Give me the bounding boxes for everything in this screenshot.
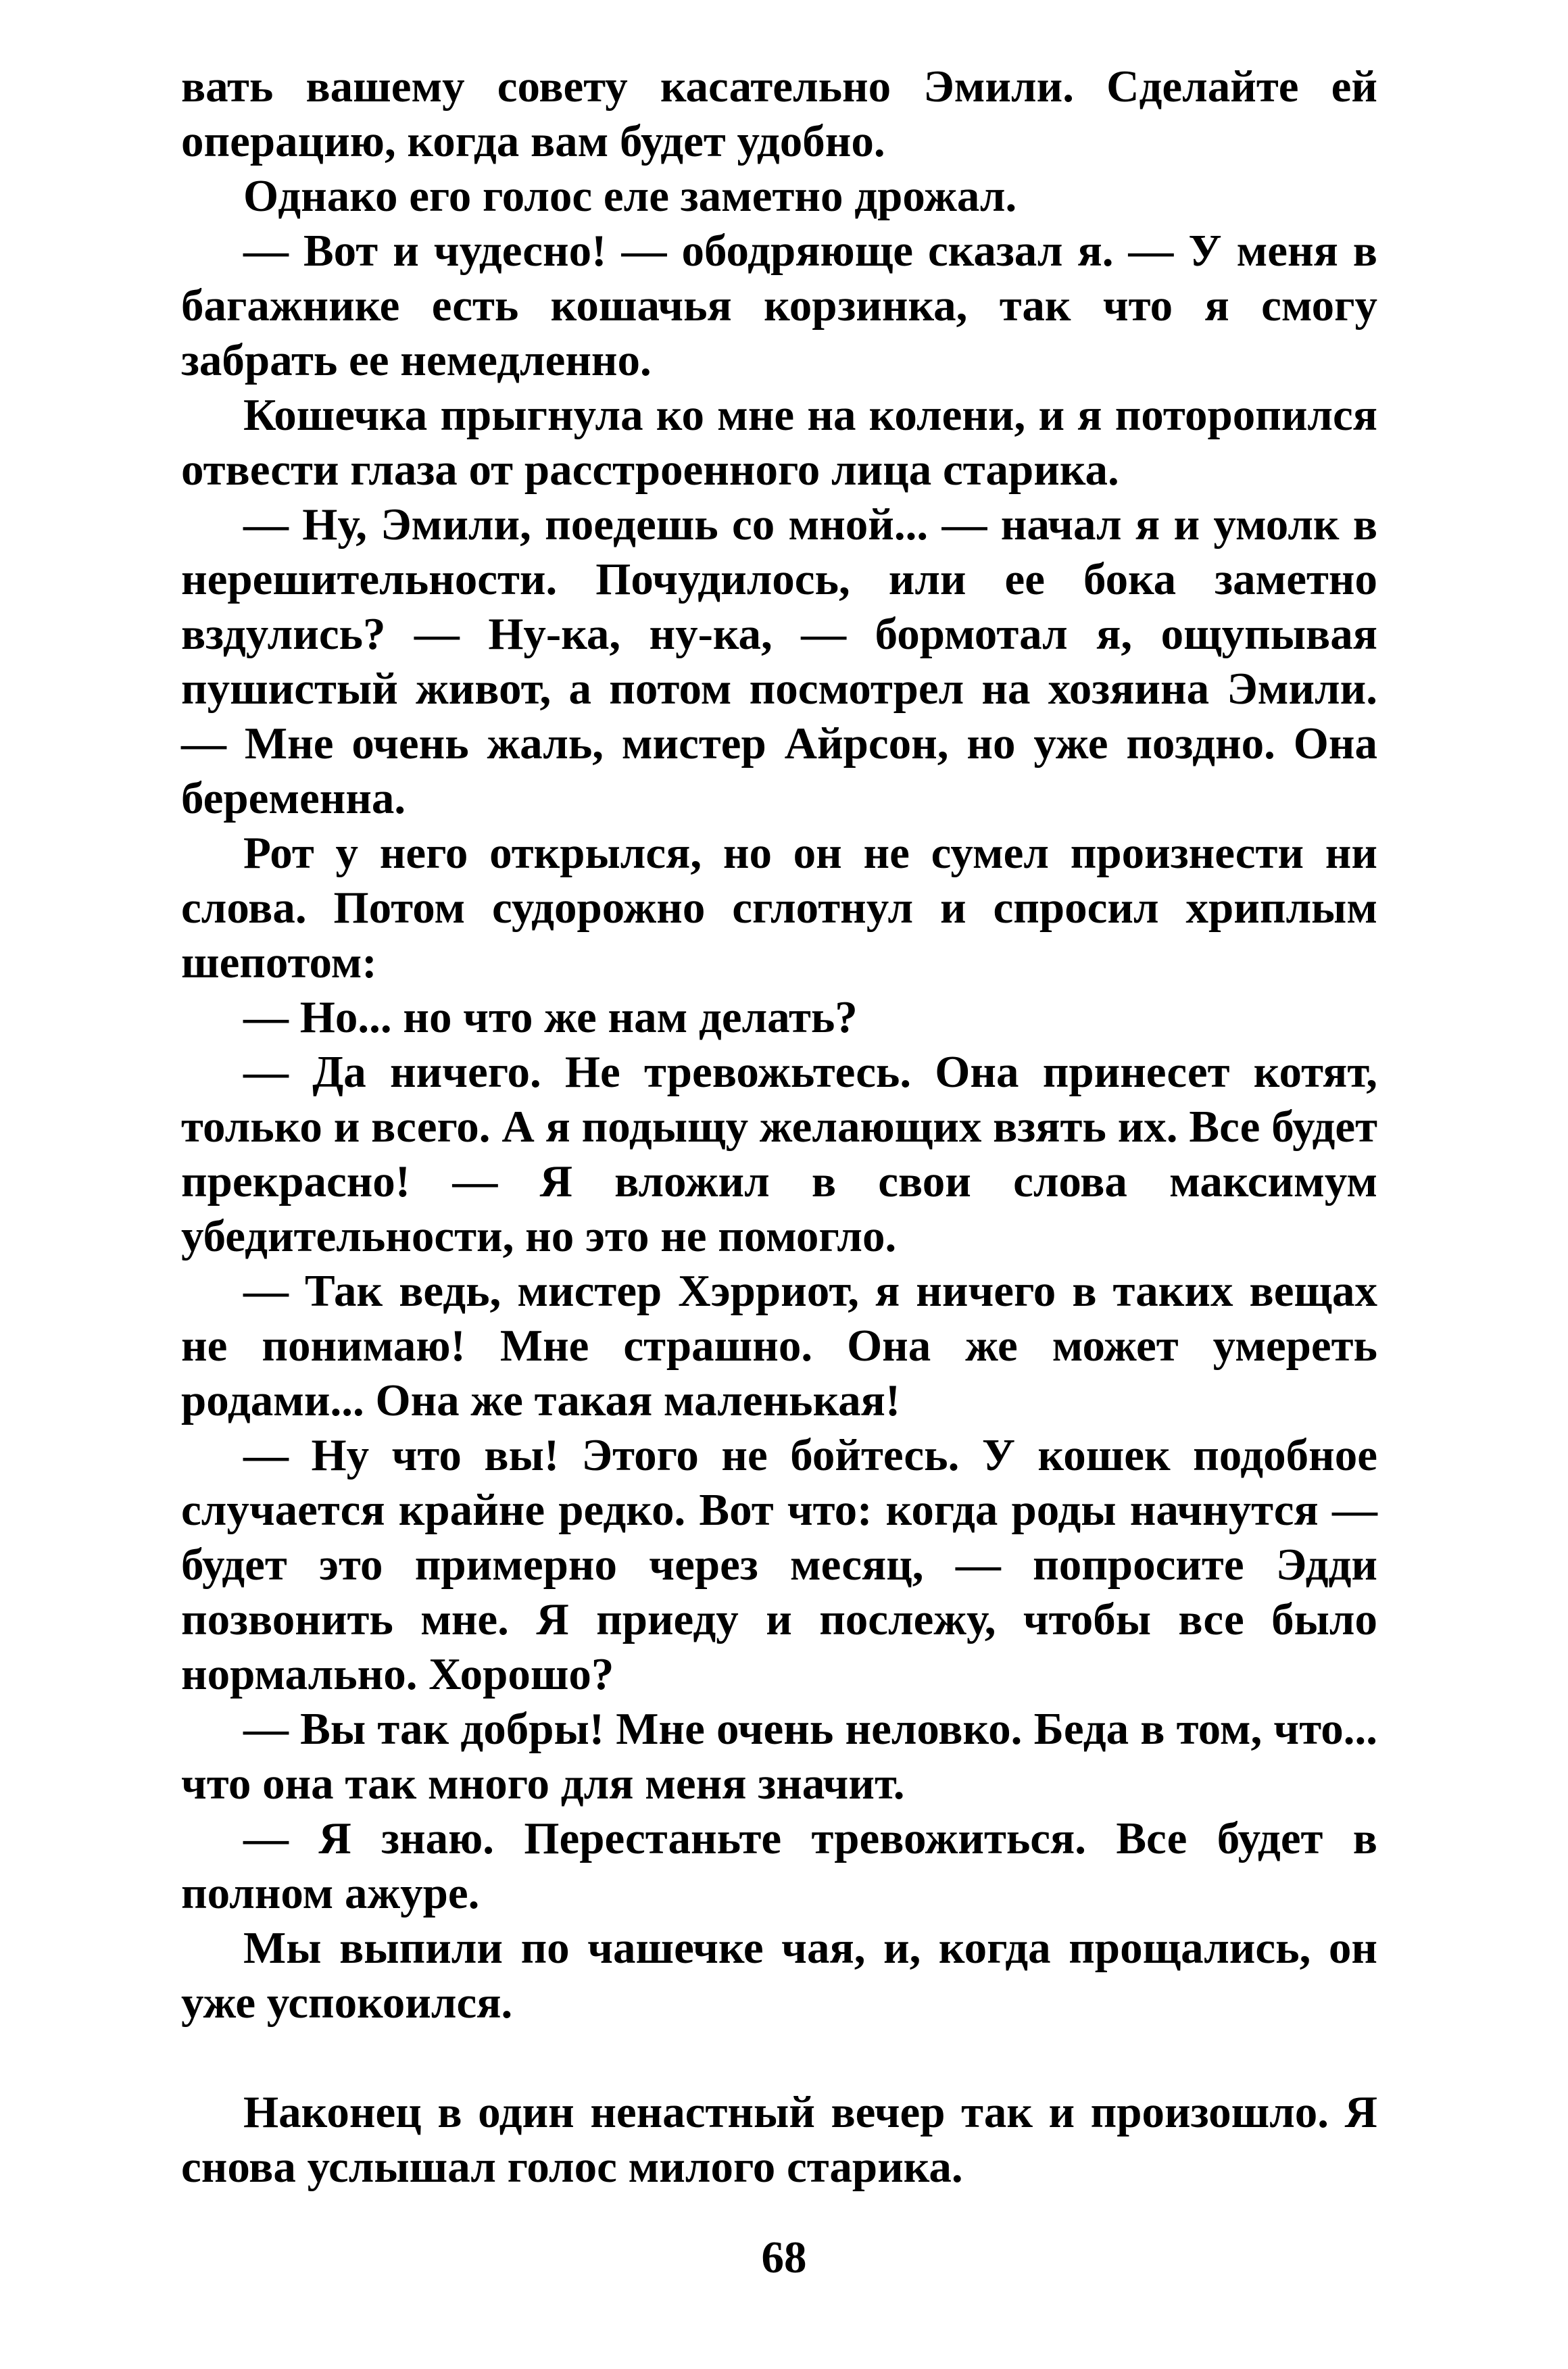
- page-number: 68: [761, 2232, 807, 2282]
- paragraph: — Ну, Эмили, поедешь со мной... — начал я и умолк в нерешительности. Почудилось, или ее бока заметно вздулись? — Ну-ка, ну-ка, — бормотал я, ощупывая пушистый живот, а потом посмотрел на хозяина Эмили. — Мне очень жаль, мистер Айрсон, но уже поздно. Она беременна.: [181, 499, 1377, 823]
- paragraph: Однако его голос еле заметно дрожал.: [243, 171, 1017, 221]
- paragraph: — Я знаю. Перестаньте тревожиться. Все будет в полном ажуре.: [181, 1813, 1377, 1918]
- scene-break: [181, 2030, 1377, 2085]
- paragraph: Рот у него открылся, но он не сумел произнести ни слова. Потом судорожно сглотнул и спросил хриплым шепотом:: [181, 828, 1377, 987]
- paragraph: Мы выпили по чашечке чая, и, когда прощались, он уже успокоился.: [181, 1923, 1377, 2028]
- paragraph: Наконец в один ненастный вечер так и произошло. Я снова услышал голос милого старика.: [181, 2087, 1377, 2192]
- paragraph: вать вашему совету касательно Эмили. Сделайте ей операцию, когда вам будет удобно.: [181, 62, 1377, 166]
- paragraph: — Да ничего. Не тревожьтесь. Она принесет котят, только и всего. А я подыщу желающих взять их. Все будет прекрасно! — Я вложил в свои слова максимум убедительности, но это не помогло.: [181, 1047, 1377, 1261]
- paragraph: — Так ведь, мистер Хэрриот, я ничего в таких вещах не понимаю! Мне страшно. Она же может умереть родами... Она же такая маленькая!: [181, 1266, 1377, 1425]
- paragraph: — Вы так добры! Мне очень неловко. Беда в том, что... что она так много для меня значит.: [181, 1704, 1377, 1809]
- page-body: [181, 59, 1377, 2195]
- paragraph: — Но... но что же нам делать?: [243, 992, 858, 1042]
- paragraph: — Вот и чудесно! — ободряюще сказал я. — У меня в багажнике есть кошачья корзинка, так что я смогу забрать ее немедленно.: [181, 226, 1377, 385]
- paragraph: Кошечка прыгнула ко мне на колени, и я поторопился отвести глаза от расстроенного лица старика.: [181, 390, 1377, 495]
- paragraph: — Ну что вы! Этого не бойтесь. У кошек подобное случается крайне редко. Вот что: когда роды начнутся — будет это примерно через месяц, — попросите Эдди позвонить мне. Я приеду и послежу, чтобы все было нормально. Хорошо?: [181, 1430, 1377, 1699]
